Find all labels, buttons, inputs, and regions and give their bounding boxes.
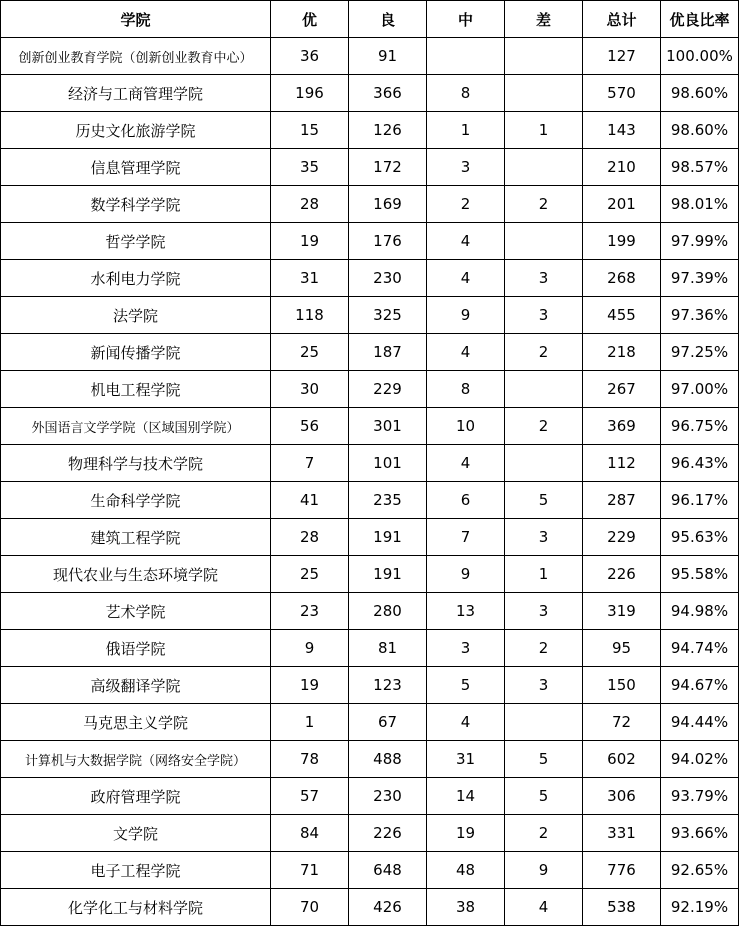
poor-cell xyxy=(505,75,583,112)
total-cell: 287 xyxy=(583,482,661,519)
table-row xyxy=(1,75,739,112)
ratio-cell: 93.66% xyxy=(661,815,739,852)
table-row xyxy=(1,297,739,334)
total-cell: 201 xyxy=(583,186,661,223)
table-row xyxy=(1,186,739,223)
poor-cell xyxy=(505,371,583,408)
good-cell: 301 xyxy=(349,408,427,445)
poor-cell: 3 xyxy=(505,593,583,630)
medium-cell: 4 xyxy=(427,223,505,260)
ratio-cell: 98.01% xyxy=(661,186,739,223)
good-cell: 230 xyxy=(349,260,427,297)
college-cell: 文学院 xyxy=(1,815,271,852)
table-row xyxy=(1,371,739,408)
good-cell: 67 xyxy=(349,704,427,741)
good-cell: 325 xyxy=(349,297,427,334)
medium-cell: 4 xyxy=(427,334,505,371)
total-cell: 127 xyxy=(583,38,661,75)
college-cell: 历史文化旅游学院 xyxy=(1,112,271,149)
header-poor: 差 xyxy=(505,1,583,38)
medium-cell: 7 xyxy=(427,519,505,556)
total-cell: 369 xyxy=(583,408,661,445)
excellent-cell: 118 xyxy=(271,297,349,334)
good-cell: 230 xyxy=(349,778,427,815)
total-cell: 95 xyxy=(583,630,661,667)
poor-cell xyxy=(505,149,583,186)
college-cell: 法学院 xyxy=(1,297,271,334)
poor-cell: 3 xyxy=(505,297,583,334)
total-cell: 199 xyxy=(583,223,661,260)
poor-cell: 2 xyxy=(505,815,583,852)
table-body xyxy=(1,38,739,926)
college-cell: 艺术学院 xyxy=(1,593,271,630)
ratio-cell: 97.99% xyxy=(661,223,739,260)
medium-cell: 9 xyxy=(427,556,505,593)
medium-cell: 3 xyxy=(427,149,505,186)
excellent-cell: 28 xyxy=(271,186,349,223)
good-cell: 169 xyxy=(349,186,427,223)
table-row xyxy=(1,149,739,186)
total-cell: 226 xyxy=(583,556,661,593)
table-row xyxy=(1,704,739,741)
good-cell: 123 xyxy=(349,667,427,704)
table-row xyxy=(1,815,739,852)
table-row xyxy=(1,630,739,667)
good-cell: 172 xyxy=(349,149,427,186)
total-cell: 319 xyxy=(583,593,661,630)
ratio-cell: 94.02% xyxy=(661,741,739,778)
college-cell: 现代农业与生态环境学院 xyxy=(1,556,271,593)
excellent-cell: 57 xyxy=(271,778,349,815)
medium-cell: 48 xyxy=(427,852,505,889)
table-row xyxy=(1,445,739,482)
medium-cell: 5 xyxy=(427,667,505,704)
header-row xyxy=(1,1,739,38)
total-cell: 455 xyxy=(583,297,661,334)
total-cell: 143 xyxy=(583,112,661,149)
poor-cell xyxy=(505,445,583,482)
college-cell: 政府管理学院 xyxy=(1,778,271,815)
good-cell: 81 xyxy=(349,630,427,667)
poor-cell: 1 xyxy=(505,556,583,593)
medium-cell: 4 xyxy=(427,260,505,297)
ratio-cell: 96.17% xyxy=(661,482,739,519)
medium-cell: 14 xyxy=(427,778,505,815)
medium-cell: 4 xyxy=(427,704,505,741)
college-cell: 俄语学院 xyxy=(1,630,271,667)
college-cell: 电子工程学院 xyxy=(1,852,271,889)
college-cell: 经济与工商管理学院 xyxy=(1,75,271,112)
ratio-cell: 98.60% xyxy=(661,75,739,112)
college-cell: 马克思主义学院 xyxy=(1,704,271,741)
good-cell: 366 xyxy=(349,75,427,112)
ratio-cell: 96.43% xyxy=(661,445,739,482)
table-row xyxy=(1,778,739,815)
table-row xyxy=(1,593,739,630)
ratio-cell: 94.44% xyxy=(661,704,739,741)
college-cell: 创新创业教育学院（创新创业教育中心） xyxy=(1,38,271,75)
table-row xyxy=(1,408,739,445)
ratio-cell: 94.67% xyxy=(661,667,739,704)
excellent-cell: 78 xyxy=(271,741,349,778)
table-row xyxy=(1,38,739,75)
medium-cell: 2 xyxy=(427,186,505,223)
excellent-cell: 35 xyxy=(271,149,349,186)
poor-cell: 3 xyxy=(505,519,583,556)
header-total: 总计 xyxy=(583,1,661,38)
table-row xyxy=(1,667,739,704)
college-cell: 机电工程学院 xyxy=(1,371,271,408)
header-ratio: 优良比率 xyxy=(661,1,739,38)
college-cell: 高级翻译学院 xyxy=(1,667,271,704)
medium-cell: 8 xyxy=(427,371,505,408)
good-cell: 280 xyxy=(349,593,427,630)
college-cell: 数学科学学院 xyxy=(1,186,271,223)
college-cell: 水利电力学院 xyxy=(1,260,271,297)
poor-cell: 1 xyxy=(505,112,583,149)
good-cell: 191 xyxy=(349,556,427,593)
poor-cell: 9 xyxy=(505,852,583,889)
table-row xyxy=(1,519,739,556)
good-cell: 426 xyxy=(349,889,427,926)
poor-cell: 3 xyxy=(505,667,583,704)
table-row xyxy=(1,556,739,593)
good-cell: 235 xyxy=(349,482,427,519)
total-cell: 210 xyxy=(583,149,661,186)
total-cell: 229 xyxy=(583,519,661,556)
ratio-cell: 96.75% xyxy=(661,408,739,445)
ratio-cell: 94.74% xyxy=(661,630,739,667)
poor-cell: 5 xyxy=(505,741,583,778)
poor-cell xyxy=(505,704,583,741)
good-cell: 229 xyxy=(349,371,427,408)
medium-cell: 3 xyxy=(427,630,505,667)
ratio-cell: 92.19% xyxy=(661,889,739,926)
ratio-cell: 92.65% xyxy=(661,852,739,889)
ratio-cell: 100.00% xyxy=(661,38,739,75)
total-cell: 112 xyxy=(583,445,661,482)
excellent-cell: 84 xyxy=(271,815,349,852)
excellent-cell: 56 xyxy=(271,408,349,445)
medium-cell: 6 xyxy=(427,482,505,519)
good-cell: 191 xyxy=(349,519,427,556)
good-cell: 176 xyxy=(349,223,427,260)
table-row xyxy=(1,334,739,371)
medium-cell: 38 xyxy=(427,889,505,926)
good-cell: 648 xyxy=(349,852,427,889)
poor-cell: 4 xyxy=(505,889,583,926)
ratio-cell: 97.00% xyxy=(661,371,739,408)
medium-cell: 4 xyxy=(427,445,505,482)
college-cell: 外国语言文学学院（区域国别学院） xyxy=(1,408,271,445)
total-cell: 150 xyxy=(583,667,661,704)
total-cell: 602 xyxy=(583,741,661,778)
medium-cell: 10 xyxy=(427,408,505,445)
ratio-cell: 97.25% xyxy=(661,334,739,371)
poor-cell: 5 xyxy=(505,482,583,519)
excellent-cell: 25 xyxy=(271,334,349,371)
ratio-cell: 97.36% xyxy=(661,297,739,334)
excellent-cell: 15 xyxy=(271,112,349,149)
excellent-cell: 25 xyxy=(271,556,349,593)
ratio-cell: 93.79% xyxy=(661,778,739,815)
total-cell: 570 xyxy=(583,75,661,112)
excellent-cell: 28 xyxy=(271,519,349,556)
table-row xyxy=(1,852,739,889)
good-cell: 91 xyxy=(349,38,427,75)
poor-cell xyxy=(505,223,583,260)
poor-cell: 5 xyxy=(505,778,583,815)
poor-cell: 2 xyxy=(505,408,583,445)
excellent-cell: 196 xyxy=(271,75,349,112)
good-cell: 187 xyxy=(349,334,427,371)
excellent-cell: 71 xyxy=(271,852,349,889)
excellent-cell: 19 xyxy=(271,667,349,704)
medium-cell: 9 xyxy=(427,297,505,334)
college-cell: 建筑工程学院 xyxy=(1,519,271,556)
college-cell: 物理科学与技术学院 xyxy=(1,445,271,482)
poor-cell: 2 xyxy=(505,630,583,667)
poor-cell xyxy=(505,38,583,75)
table-row xyxy=(1,741,739,778)
total-cell: 331 xyxy=(583,815,661,852)
medium-cell xyxy=(427,38,505,75)
total-cell: 538 xyxy=(583,889,661,926)
college-cell: 计算机与大数据学院（网络安全学院） xyxy=(1,741,271,778)
poor-cell: 2 xyxy=(505,186,583,223)
ratio-cell: 97.39% xyxy=(661,260,739,297)
excellent-cell: 31 xyxy=(271,260,349,297)
excellent-cell: 7 xyxy=(271,445,349,482)
total-cell: 72 xyxy=(583,704,661,741)
header-college: 学院 xyxy=(1,1,271,38)
good-cell: 488 xyxy=(349,741,427,778)
ratio-cell: 94.98% xyxy=(661,593,739,630)
table-row xyxy=(1,482,739,519)
medium-cell: 1 xyxy=(427,112,505,149)
excellent-cell: 70 xyxy=(271,889,349,926)
header-medium: 中 xyxy=(427,1,505,38)
header-good: 良 xyxy=(349,1,427,38)
table-row xyxy=(1,112,739,149)
good-cell: 101 xyxy=(349,445,427,482)
college-cell: 哲学学院 xyxy=(1,223,271,260)
medium-cell: 8 xyxy=(427,75,505,112)
excellent-cell: 9 xyxy=(271,630,349,667)
college-cell: 生命科学学院 xyxy=(1,482,271,519)
table-row xyxy=(1,223,739,260)
medium-cell: 13 xyxy=(427,593,505,630)
excellent-cell: 23 xyxy=(271,593,349,630)
college-cell: 新闻传播学院 xyxy=(1,334,271,371)
excellent-cell: 30 xyxy=(271,371,349,408)
ratio-cell: 98.60% xyxy=(661,112,739,149)
college-cell: 信息管理学院 xyxy=(1,149,271,186)
ratio-cell: 95.58% xyxy=(661,556,739,593)
excellent-cell: 19 xyxy=(271,223,349,260)
poor-cell: 3 xyxy=(505,260,583,297)
table-row xyxy=(1,260,739,297)
excellent-cell: 41 xyxy=(271,482,349,519)
header-excellent: 优 xyxy=(271,1,349,38)
total-cell: 268 xyxy=(583,260,661,297)
table-row xyxy=(1,889,739,926)
good-cell: 226 xyxy=(349,815,427,852)
excellent-cell: 36 xyxy=(271,38,349,75)
ratio-cell: 95.63% xyxy=(661,519,739,556)
ratio-cell: 98.57% xyxy=(661,149,739,186)
total-cell: 776 xyxy=(583,852,661,889)
college-cell: 化学化工与材料学院 xyxy=(1,889,271,926)
medium-cell: 19 xyxy=(427,815,505,852)
poor-cell: 2 xyxy=(505,334,583,371)
good-cell: 126 xyxy=(349,112,427,149)
medium-cell: 31 xyxy=(427,741,505,778)
excellent-cell: 1 xyxy=(271,704,349,741)
total-cell: 218 xyxy=(583,334,661,371)
total-cell: 267 xyxy=(583,371,661,408)
total-cell: 306 xyxy=(583,778,661,815)
